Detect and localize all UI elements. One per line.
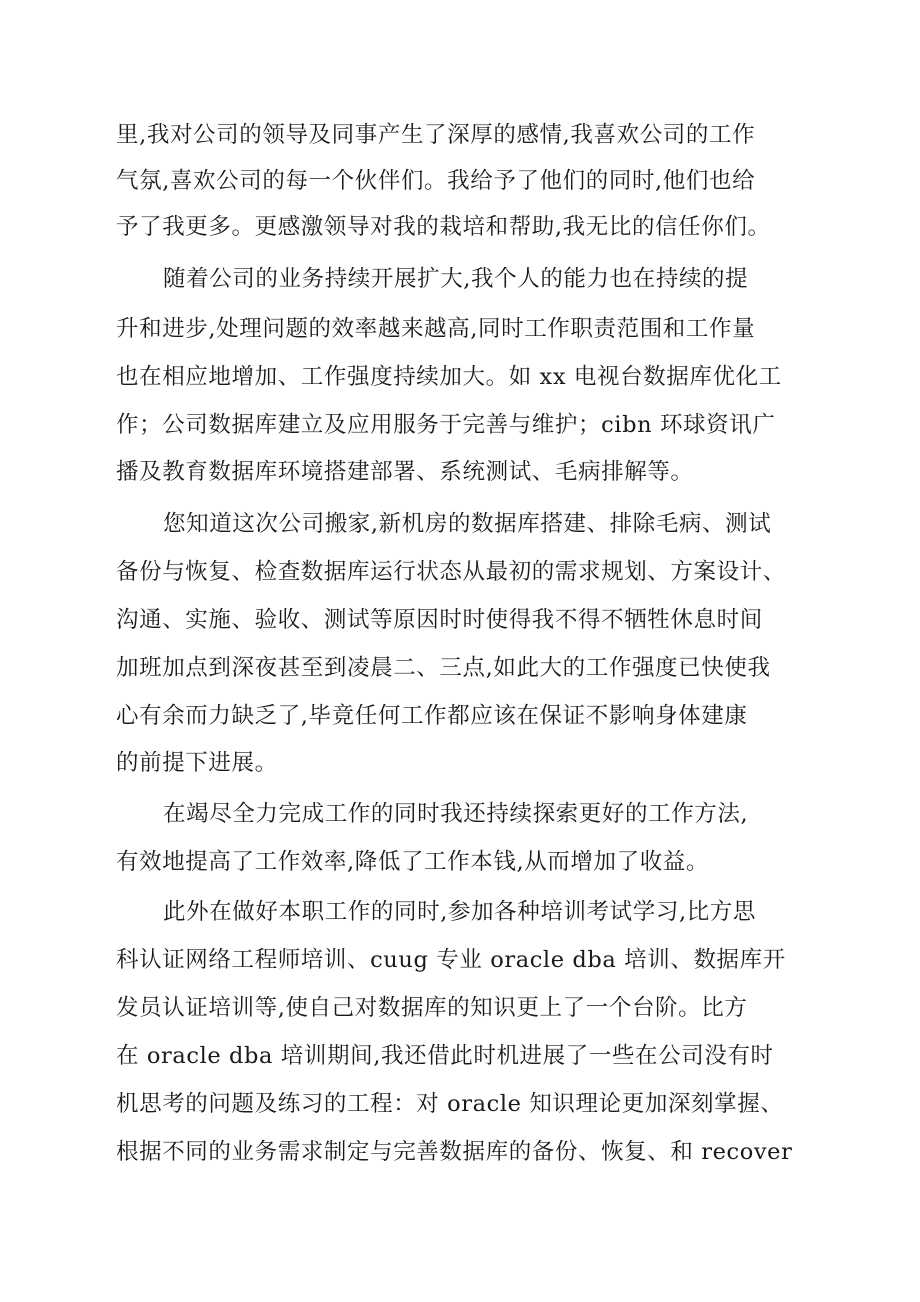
text-line: 机思考的问题及练习的工程：对 oracle 知识理论更加深刻掌握、 bbox=[116, 1091, 784, 1117]
text-line: 有效地提高了工作效率,降低了工作本钱,从而增加了收益。 bbox=[116, 849, 710, 875]
text-line: 科认证网络工程师培训、cuug 专业 oracle dba 培训、数据库开 bbox=[116, 947, 786, 973]
paragraph-first-line: 在竭尽全力完成工作的同时我还持续探索更好的工作方法, bbox=[163, 801, 749, 827]
text-line: 作；公司数据库建立及应用服务于完善与维护；cibn 环球资讯广 bbox=[116, 412, 776, 438]
text-line: 里,我对公司的领导及同事产生了深厚的感情,我喜欢公司的工作 bbox=[116, 122, 756, 148]
text-line: 的前提下进展。 bbox=[116, 750, 278, 776]
text-line: 根据不同的业务需求制定与完善数据库的备份、恢复、和 recover bbox=[116, 1139, 793, 1165]
text-line: 气氛,喜欢公司的每一个伙伴们。我给予了他们的同时,他们也给 bbox=[116, 168, 756, 194]
text-line: 也在相应地增加、工作强度持续加大。如 xx 电视台数据库优化工 bbox=[116, 364, 782, 390]
text-line: 升和进步,处理问题的效率越来越高,同时工作职责范围和工作量 bbox=[116, 316, 756, 342]
paragraph-first-line: 您知道这次公司搬家,新机房的数据库搭建、排除毛病、测试 bbox=[163, 511, 772, 537]
text-line: 在 oracle dba 培训期间,我还借此时机进展了一些在公司没有时 bbox=[116, 1043, 774, 1069]
text-line: 心有余而力缺乏了,毕竟任何工作都应该在保证不影响身体建康 bbox=[116, 703, 748, 729]
text-line: 发员认证培训等,使自己对数据库的知识更上了一个台阶。比方 bbox=[116, 995, 748, 1021]
text-line: 备份与恢复、检查数据库运行状态从最初的需求规划、方案设计、 bbox=[116, 559, 786, 585]
text-line: 予了我更多。更感激领导对我的栽培和帮助,我无比的信任你们。 bbox=[116, 214, 771, 240]
text-line: 加班加点到深夜甚至到凌晨二、三点,如此大的工作强度已快使我 bbox=[116, 655, 771, 681]
paragraph-first-line: 随着公司的业务持续开展扩大,我个人的能力也在持续的提 bbox=[163, 266, 749, 292]
paragraph-first-line: 此外在做好本职工作的同时,参加各种培训考试学习,比方思 bbox=[163, 899, 757, 925]
text-line: 沟通、实施、验收、测试等原因时时使得我不得不牺牲休息时间 bbox=[116, 607, 763, 633]
text-line: 播及教育数据库环境搭建部署、系统测试、毛病排解等。 bbox=[116, 459, 694, 485]
